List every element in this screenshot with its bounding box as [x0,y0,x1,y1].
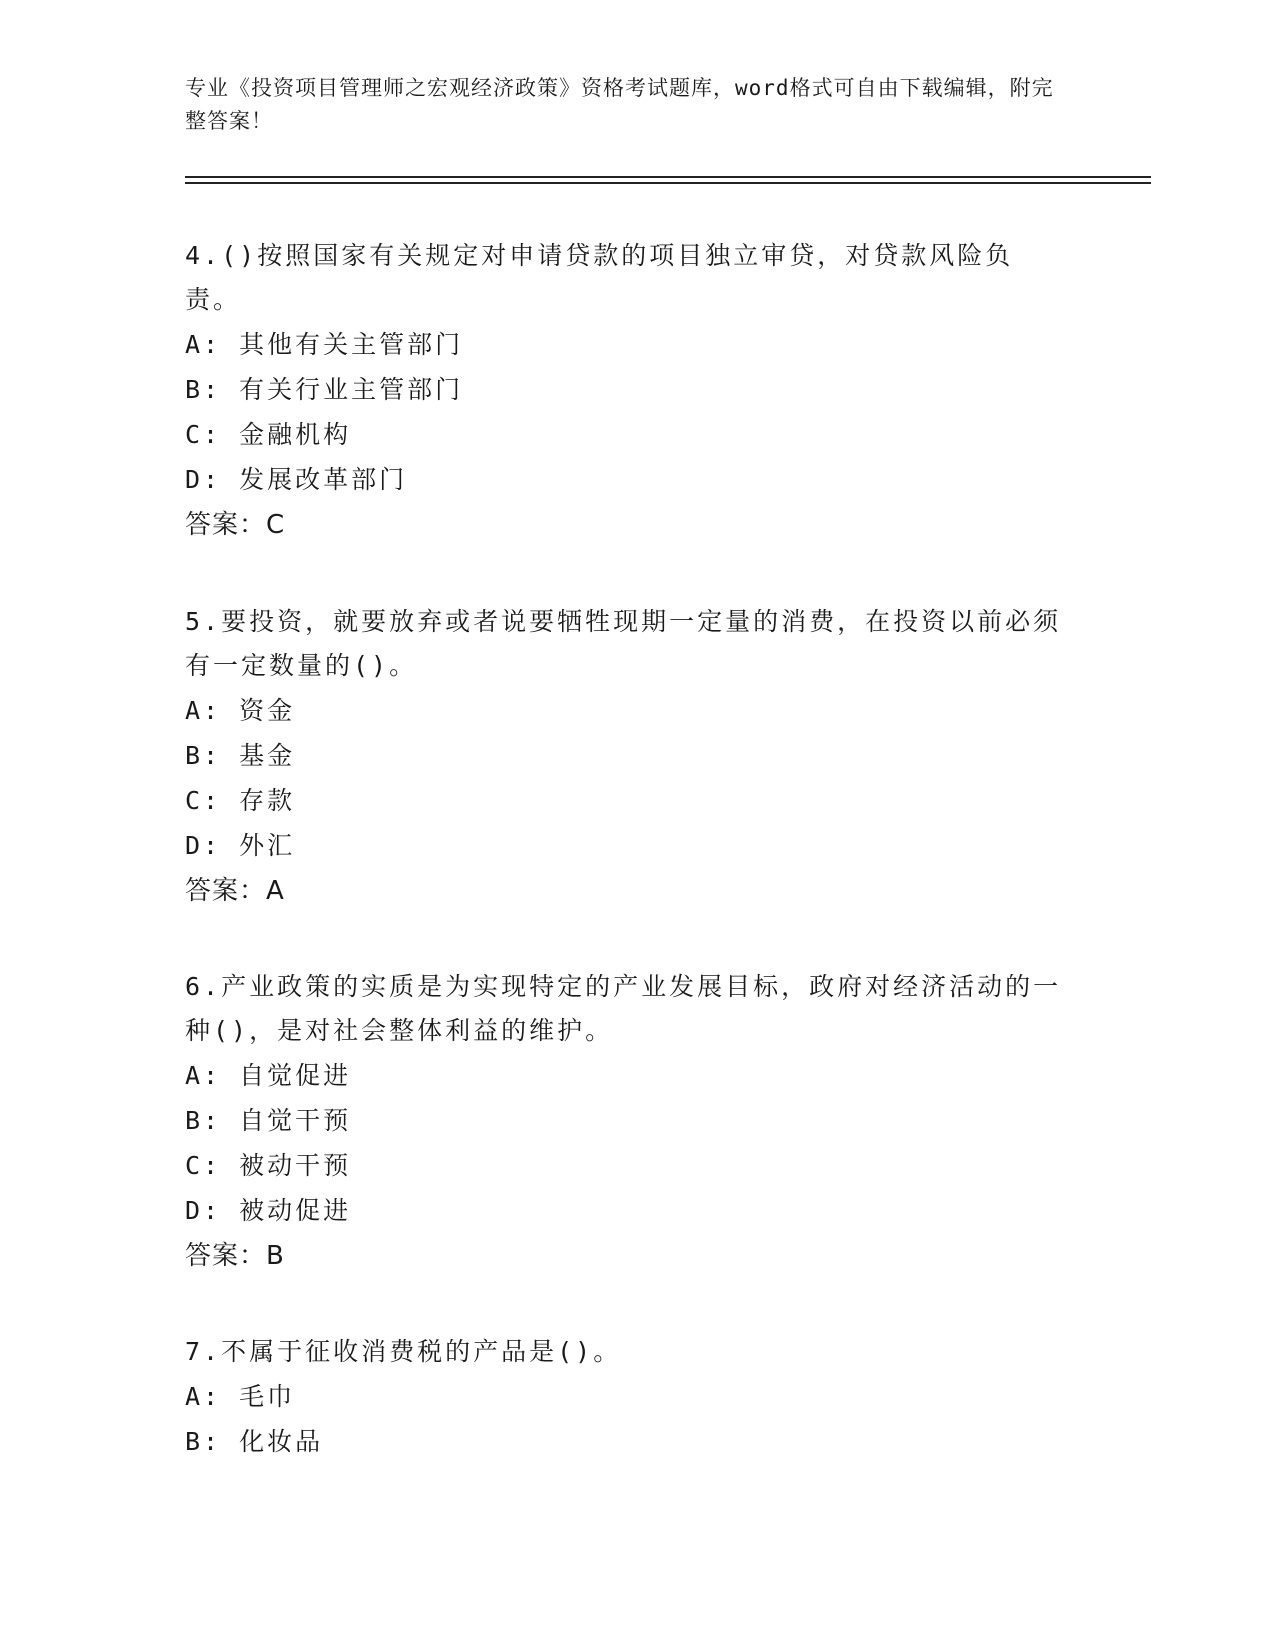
question-7 [185,1330,1065,1464]
option-a: A: 毛巾 [185,1382,296,1411]
header-divider-bottom [185,182,1151,184]
option-a: A: 资金 [185,696,296,725]
document-header: 专业《投资项目管理师之宏观经济政策》资格考试题库，word格式可自由下载编辑，附完整答案！ [185,76,1054,133]
option-c: C: 存款 [185,786,296,815]
question-6 [185,965,1065,1279]
option-d: D: 被动促进 [185,1196,352,1225]
question-stem: 7.不属于征收消费税的产品是()。 [185,1337,622,1366]
option-b: B: 自觉干预 [185,1106,352,1135]
answer-value: A [266,876,285,906]
question-stem: 6.产业政策的实质是为实现特定的产业发展目标，政府对经济活动的一种()，是对社会整体利益的维护。 [185,972,1062,1045]
answer-line [185,502,1065,548]
question-stem: 4.()按照国家有关规定对申请贷款的项目独立审贷，对贷款风险负责。 [185,241,1014,314]
option-d: D: 外汇 [185,831,296,860]
option-b: B: 基金 [185,741,296,770]
option-b: B: 化妆品 [185,1427,324,1456]
option-d: D: 发展改革部门 [185,465,408,494]
answer-line [185,868,1065,914]
answer-line [185,1233,1065,1279]
option-c: C: 被动干预 [185,1151,352,1180]
option-b: B: 有关行业主管部门 [185,375,464,404]
option-a: A: 其他有关主管部门 [185,330,464,359]
option-a: A: 自觉促进 [185,1061,352,1090]
question-stem: 5.要投资，就要放弃或者说要牺牲现期一定量的消费，在投资以前必须有一定数量的()。 [185,607,1062,680]
answer-value: B [266,1241,285,1271]
question-4 [185,234,1065,548]
answer-value: C [266,510,286,540]
answer-label: 答案： [185,876,267,906]
option-c: C: 金融机构 [185,420,352,449]
answer-label: 答案： [185,510,267,540]
answer-label: 答案： [185,1241,267,1271]
question-5 [185,600,1065,914]
header-divider-top [185,176,1151,178]
